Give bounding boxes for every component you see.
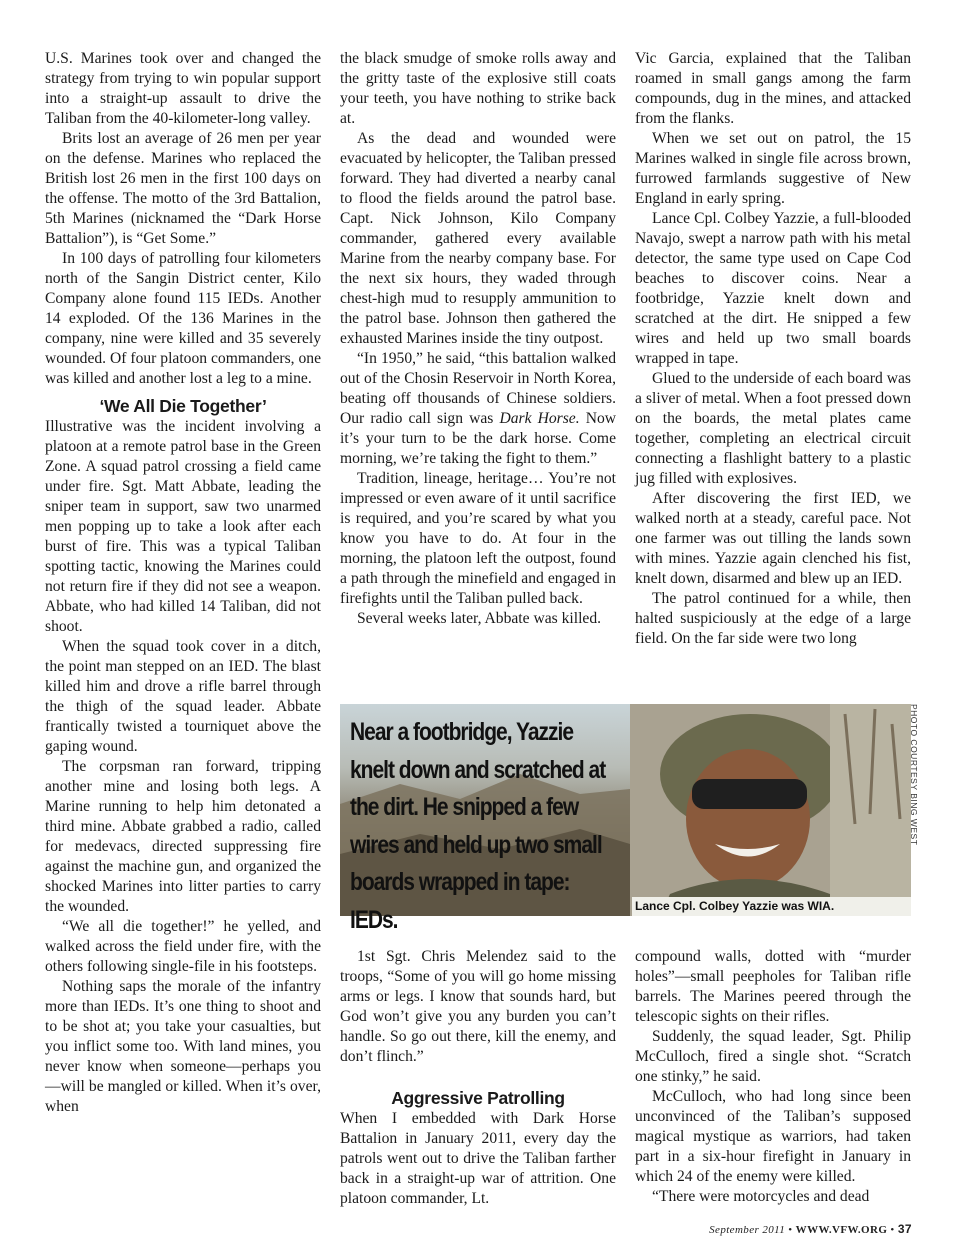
pull-quote: Near a footbridge, Yazzie knelt down and scratched at the dirt. He snipped a few wires and held up two small boards wrapped in tape: IEDs. <box>350 718 606 934</box>
column-1 <box>45 49 321 1117</box>
paragraph: McCulloch, who had long since been unconvinced of the Taliban’s supposed magical mystique as warriors, had taken part in a six-hour firefight in January in which 24 of the enemy were killed. <box>635 1088 911 1185</box>
paragraph: Glued to the underside of each board was a sliver of metal. When a foot pressed down on the boards, the metal plates came together, completing an electrical circuit connecting a flashlight battery to a plastic jug filled with explosives. <box>635 370 911 487</box>
paragraph: Several weeks later, Abbate was killed. <box>357 610 602 627</box>
soldier-portrait <box>630 704 911 916</box>
paragraph: 1st Sgt. Chris Melendez said to the troops, “Some of you will go home missing arms or legs. I know that sounds hard, but God won’t give you any burden you can’t handle. So go out there, kill the enemy, and don’t flinch.” <box>340 948 616 1065</box>
website: WWW.VFW.ORG <box>795 1224 888 1236</box>
paragraph: Brits lost an average of 26 men per year on the defense. Marines who replaced the British lost 26 men in the first 100 days on the offense. The motto of the 3rd Battalion, 5th Marines (nicknamed the “Dark Horse Battalion”), is “Get Some.” <box>45 130 321 247</box>
paragraph-text: “In 1950,” he said, “this battalion walked out of the Chosin Reservoir in North Korea, beating off thousands of Chinese soldiers. Our radio call sign was <box>340 350 616 427</box>
page-number: 37 <box>897 1222 912 1236</box>
paragraph: Tradition, lineage, heritage… You’re not impressed or even aware of it until sacrifice is required, and you’re scared by what you know you have to do. At four in the morning, the platoon left the outpost, found a path through the minefield and engaged in firefights until the Taliban pulled back. <box>340 470 616 607</box>
issue-date: September 2011 <box>709 1224 786 1236</box>
paragraph: Nothing saps the morale of the infantry more than IEDs. It’s one thing to shoot and to be shot at; you take your casualties, but you inflict some too. With land mines, you never know when someone—perhaps you—will be mangled or killed. When it’s over, when <box>45 978 321 1115</box>
column-3 <box>635 49 911 649</box>
paragraph: “There were motorcycles and dead <box>652 1188 870 1205</box>
column-2-continued <box>340 947 616 1209</box>
paragraph: After discovering the first IED, we walked north at a steady, careful pace. Not one farmer was out tilling the lands sown with mines. Yazzie again clenched his fist, knelt down, disarmed and blew up an IED. <box>635 490 911 587</box>
paragraph: In 100 days of patrolling four kilometers north of the Sangin District center, Kilo Company alone found 115 IEDs. Another 14 exploded. Of the 136 Marines in the company, nine were killed and 35 severely wounded. Of four platoon commanders, one was killed and another lost a leg to a mine. <box>45 250 321 387</box>
photo-caption: Lance Cpl. Colbey Yazzie was WIA. <box>632 897 911 916</box>
photo-credit: PHOTO COURTESY BING WEST <box>909 704 919 846</box>
paragraph: The patrol continued for a while, then halted suspiciously at the edge of a large field. On the far side were two long <box>635 590 911 647</box>
paragraph: When the squad took cover in a ditch, the point man stepped on an IED. The blast killed him and drove a rifle barrel through the thigh of the squad leader. Abbate frantically twisted a tourniquet above the gaping wound. <box>45 638 321 755</box>
section-heading: Aggressive Patrolling <box>391 1088 565 1108</box>
paragraph: As the dead and wounded were evacuated by helicopter, the Taliban pressed forward. They had diverted a nearby canal to flood the fields around the patrol base. Capt. Nick Johnson, Kilo Company commander, gathered every available Marine from the nearby company base. For the next six hours, they waded through chest-high mud to resupply ammunition to the patrol base. Johnson then gathered the exhausted Marines inside the tiny outpost. <box>340 130 616 347</box>
paragraph: When I embedded with Dark Horse Battalion in January 2011, every day the patrols went out to drive the Taliban farther back in a straight-up war of attrition. One platoon commander, Lt. <box>340 1110 616 1207</box>
section-heading: ‘We All Die Together’ <box>99 396 267 416</box>
separator: • <box>887 1224 898 1236</box>
column-2 <box>340 49 616 629</box>
paragraph: U.S. Marines took over and changed the strategy from trying to win popular support into a straight-up assault to drive the Taliban from the 40-kilometer-long valley. <box>45 50 321 127</box>
photo-with-pullquote <box>340 704 911 934</box>
paragraph: Illustrative was the incident involving a platoon at a remote patrol base in the Green Zone. A squad patrol crossing a field came under fire. Sgt. Matt Abbate, leading the sniper team in support, saw two unarmed men popping up to take a look after each burst of fire. This was a typical Taliban spotting tactic, knowing the Marines could not return fire if they did not see a weapon. Abbate, who had killed 14 Taliban, did not shoot. <box>45 418 321 635</box>
paragraph: Vic Garcia, explained that the Taliban roamed in small gangs among the farm compounds, dug in the mines, and attacked from the flanks. <box>635 50 911 127</box>
paragraph: compound walls, dotted with “murder holes”—small peepholes for Taliban rifle barrels. The Marines peered through the telescopic sights on their rifles. <box>635 948 911 1025</box>
paragraph: Suddenly, the squad leader, Sgt. Philip McCulloch, fired a single shot. “Scratch one stinky,” he said. <box>635 1028 911 1085</box>
call-sign: Dark Horse. <box>499 410 580 427</box>
paragraph: Lance Cpl. Colbey Yazzie, a full-blooded Navajo, swept a narrow path with his metal detector, the same type used on Cape Cod beaches to discover coins. Near a footbridge, Yazzie knelt down and scratched at the dirt. He snipped a few wires and held up two small boards wrapped in tape. <box>635 210 911 367</box>
page-footer <box>709 1222 912 1236</box>
soldier-photo <box>630 704 911 916</box>
paragraph: The corpsman ran forward, tripping another mine and losing both legs. A Marine running to help him detonated a third mine. Abbate grabbed a radio, called for medevacs, directed suppressing fire against the machine gun, and organized the shocked Marines into litter parties to carry the wounded. <box>45 758 321 915</box>
paragraph: “We all die together!” he yelled, and walked across the field under fire, with the others following single-file in his footsteps. <box>45 918 321 975</box>
paragraph-text: Now it’s your turn to be the dark horse. Come morning, we’re taking the fight to them.” <box>340 410 617 467</box>
paragraph: When we set out on patrol, the 15 Marines walked in single file across brown, furrowed farmlands suggestive of New England in early spring. <box>635 130 911 207</box>
paragraph: the black smudge of smoke rolls away and the gritty taste of the explosive still coats your teeth, you have nothing to strike back at. <box>340 50 616 127</box>
paragraph <box>340 349 616 469</box>
separator: • <box>785 1224 796 1236</box>
column-3-continued <box>635 947 911 1207</box>
